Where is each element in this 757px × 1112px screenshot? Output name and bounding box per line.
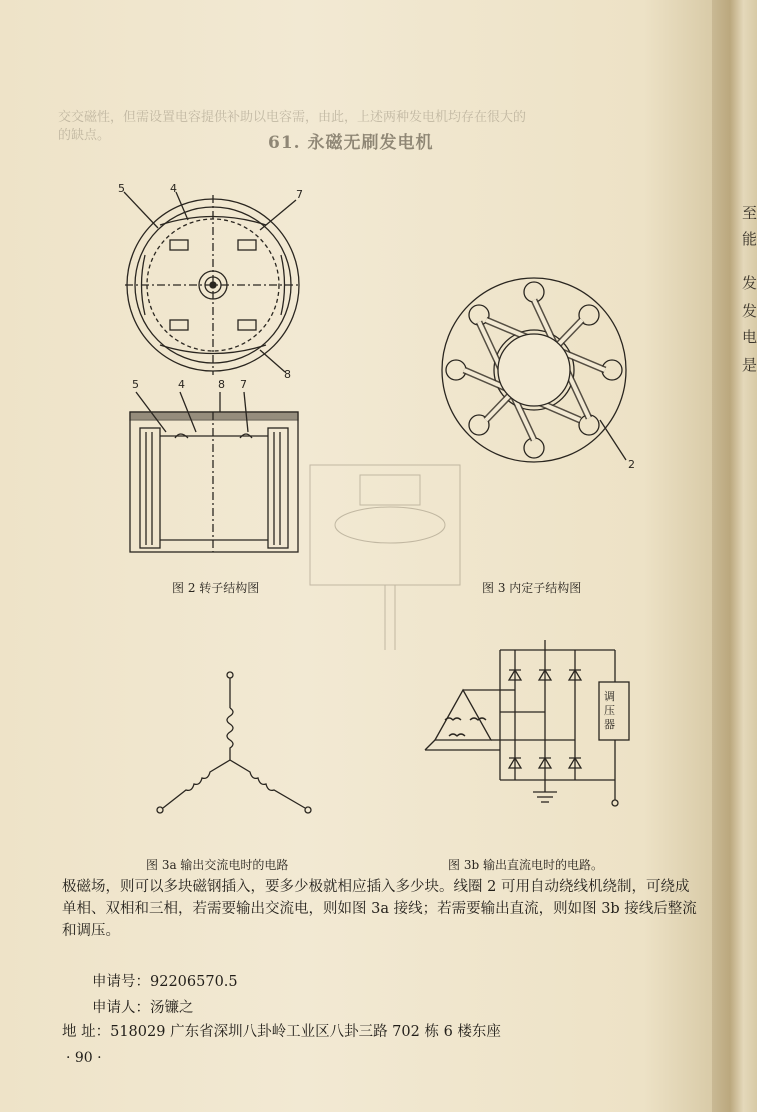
figure-3-label: 2: [628, 458, 635, 471]
next-page-char: 能: [742, 230, 757, 248]
figure-3-stator-diagram: [430, 270, 640, 470]
figure-3b-caption: 图 3b 输出直流电时的电路。: [448, 858, 603, 872]
application-number-label: 申请号：: [92, 974, 150, 990]
regulator-label: 调压器: [604, 690, 615, 731]
figure-2-label: 8: [284, 368, 291, 381]
applicant-line: [92, 996, 194, 1017]
next-page-char: 是: [742, 356, 757, 374]
figure-2-label: 7: [240, 378, 247, 391]
figure-2-label: 4: [178, 378, 185, 391]
figure-3b-dc-circuit: [415, 640, 655, 820]
next-page-char: 发: [742, 274, 757, 292]
address: 518029 广东省深圳八卦岭工业区八卦三路 702 栋 6 楼东座: [110, 1024, 501, 1040]
next-page-edge: [712, 0, 757, 1112]
next-page-char: 至: [742, 204, 757, 222]
application-number: 92206570.5: [150, 974, 238, 990]
address-label: 地 址：: [62, 1024, 111, 1040]
next-page-char: 电: [742, 328, 757, 346]
figure-2-label: 8: [218, 378, 225, 391]
figure-3a-caption: 图 3a 输出交流电时的电路: [146, 858, 289, 872]
figure-2-label: 5: [132, 378, 139, 391]
next-page-char: 发: [742, 302, 757, 320]
address-line: [62, 1020, 501, 1041]
bleed-through-line: 交交磁性，但需设置电容提供补助以电容需，由此，上述两种发电机均存在很大的: [58, 110, 527, 125]
page-number: · 90 ·: [66, 1050, 102, 1066]
application-number-line: [92, 970, 238, 991]
section-title: 61. 永磁无刷发电机: [268, 133, 434, 153]
figure-2-caption: 图 2 转子结构图: [172, 581, 260, 595]
bleed-through-line: 的缺点。: [58, 128, 111, 143]
body-paragraph: 极磁场，则可以多块磁钢插入，要多少极就相应插入多少块。线圈 2 可用自动绕线机绕制，可绕成单相、双相和三相，若需要输出交流电，则如图 3a 接线；若需要输出直流，则如图 3b 接线后整流和调压。: [62, 879, 697, 939]
figure-3-caption: 图 3 内定子结构图: [482, 581, 582, 595]
figure-3a-ac-circuit: [140, 660, 340, 830]
figure-2-label: 5: [118, 182, 125, 195]
applicant: 汤镰之: [150, 1000, 194, 1016]
applicant-label: 申请人：: [92, 1000, 150, 1016]
bleed-through-sketch: [290, 455, 480, 655]
figure-2-label: 4: [170, 182, 177, 195]
figure-2-label: 7: [296, 188, 303, 201]
